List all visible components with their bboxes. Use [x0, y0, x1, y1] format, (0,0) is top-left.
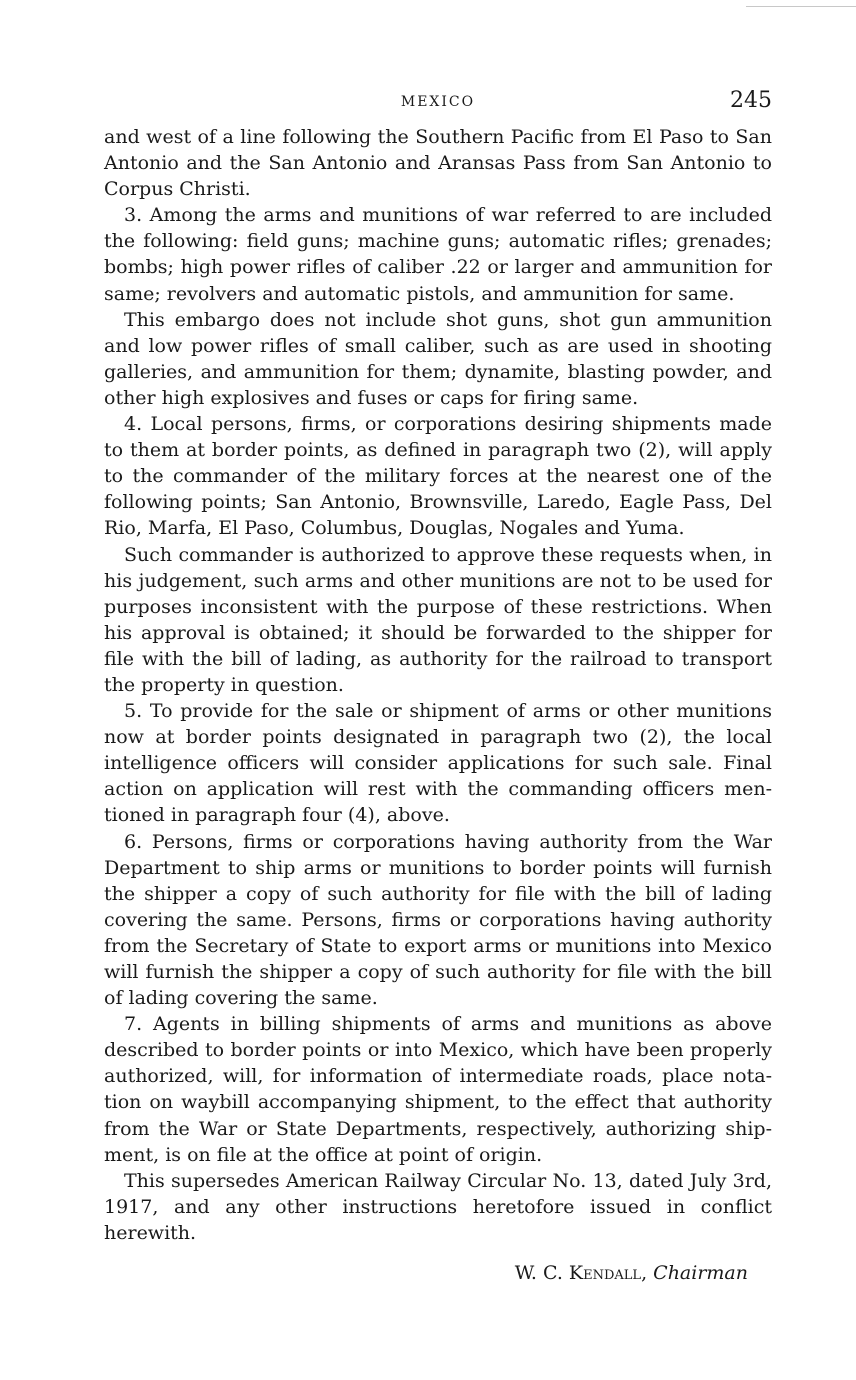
- paragraph-continuation: and west of a line following the Southern Pacific from El Paso to San Antonio and the San Antonio and Aransas Pass from San Antonio to Corpus Christi.: [104, 126, 772, 201]
- scan-edge-mark: [746, 6, 856, 7]
- paragraph-3: 3. Among the arms and munitions of war referred to are included the following: field guns; machine guns; automatic rifles; grenades; bombs; high power rifles of caliber .22 or larger and ammunition for same; revolvers and automatic pistols, and ammunition for same.: [104, 204, 772, 305]
- paragraph-5: 5. To provide for the sale or shipment of arms or other munitions now at border points designated in paragraph two (2), the local intelligence officers will consider applications for such sale. Final action on application will rest with the commanding officers mentioned in paragraph four (4), above.: [104, 700, 772, 827]
- paragraph-embargo-exclusions: This embargo does not include shot guns, shot gun ammunition and low power rifles of small caliber, such as are used in shooting galleries, and ammunition for them; dynamite, blasting powder, and other high explosives and fuses or caps for firing same.: [104, 308, 772, 409]
- paragraph-supersedes: This supersedes American Railway Circular No. 13, dated July 3rd, 1917, and any other instructions heretofore issued in conflict herewith.: [104, 1169, 772, 1244]
- page-number: 245: [730, 88, 772, 113]
- signature-block: [104, 1260, 772, 1286]
- running-header: [104, 90, 772, 122]
- running-title: MEXICO: [400, 94, 476, 110]
- body-text: [104, 124, 772, 1246]
- document-page: [104, 90, 772, 1286]
- signatory-title: Chairman: [653, 1262, 748, 1285]
- paragraph-commander-authority: Such commander is authorized to approve these requests when, in his judgement, such arms and other munitions are not to be used for purposes inconsistent with the purpose of these restrictions. When his approval is obtained; it should be forwarded to the shipper for file with the bill of lading, as authority for the railroad to transport the property in question.: [104, 543, 772, 696]
- paragraph-4: 4. Local persons, firms, or corporations desiring shipments made to them at border points, as defined in paragraph two (2), will apply to the commander of the military forces at the nearest one of the following points; San Antonio, Brownsville, Laredo, Eagle Pass, Del Rio, Marfa, El Paso, Columbus, Douglas, Nogales and Yuma.: [104, 413, 772, 540]
- paragraph-6: 6. Persons, firms or corporations having authority from the War Department to ship arms or munitions to border points will furnish the shipper a copy of such authority for file with the bill of lading covering the same. Persons, firms or corporations having authority from the Secretary of State to export arms or munitions into Mexico will furnish the shipper a copy of such authority for file with the bill of lading covering the same.: [104, 830, 772, 1010]
- signatory-name: W. C. Kendall,: [514, 1262, 648, 1285]
- paragraph-7: 7. Agents in billing shipments of arms and munitions as above described to border points or into Mexico, which have been properly authorized, will, for information of intermediate roads, place notation on waybill accompanying shipment, to the effect that authority from the War or State Departments, respectively, authorizing shipment, is on file at the office at point of origin.: [104, 1013, 772, 1166]
